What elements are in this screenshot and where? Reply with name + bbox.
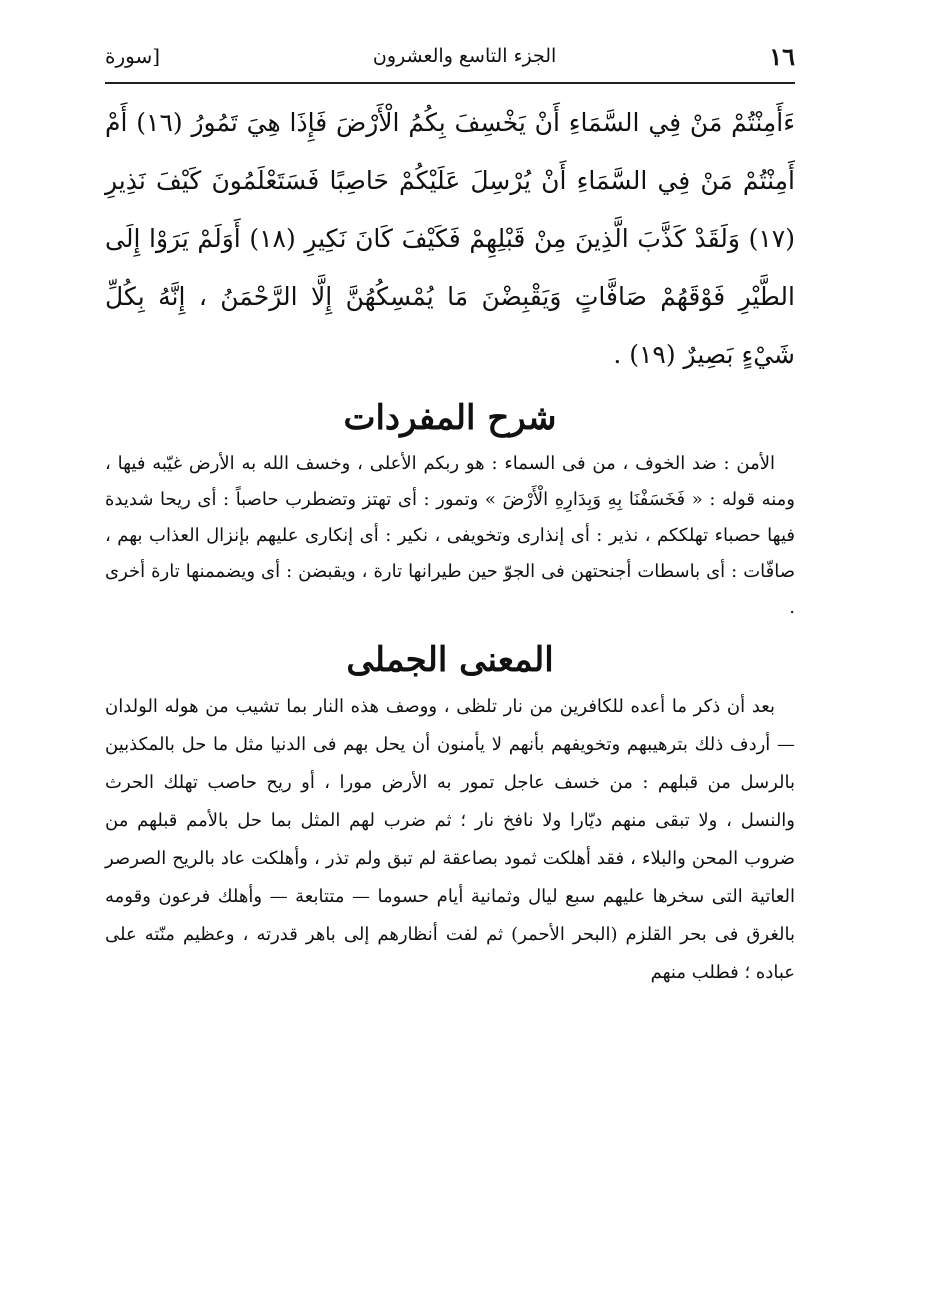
meaning-text: بعد أن ذكر ما أعده للكافرين من نار تلظى ، ووصف هذه النار بما تشيب من هوله الولدان — أردف ذلك بترهيبهم وتخويفهم بأنهم لا يأمنون أن يحل بهم فى الدنيا مثل ما حل بالمكذبين بالرسل من قبلهم : من خسف عاجل تمور به الأرض مورا ، أو ريح حاصب تهلك الحرث والنسل ، ولا تبقى منهم ديّارا ولا نافخ نار ؛ ثم ضرب لهم المثل بما حل بالأمم قبلهم من ضروب المحن والبلاء ، فقد أهلكت ثمود بصاعقة لم تبق ولم تذر ، وأهلكت عاد بالريح الصرصر العاتية التى سخرها عليهم سبع ليال وثمانية أيام حسوما — متتابعة — وأهلك فرعون وقومه بالغرق فى بحر القلزم (البحر الأحمر) ثم لفت أنظارهم إلى باهر قدرته ، وعظيم منّته على عباده ؛ فطلب منهم (105, 696, 795, 983)
quran-verses: ءَأَمِنْتُمْ مَنْ فِي السَّمَاءِ أَنْ يَخْسِفَ بِكُمُ الْأَرْضَ فَإِذَا هِيَ تَمُورُ (١٦) أَمْ أَمِنْتُمْ مَنْ فِي السَّمَاءِ أَنْ يُرْسِلَ عَلَيْكُمْ حَاصِبًا فَسَتَعْلَمُونَ كَيْفَ نَذِيرِ (١٧) وَلَقَدْ كَذَّبَ الَّذِينَ مِنْ قَبْلِهِمْ فَكَيْفَ كَانَ نَكِيرِ (١٨) أَوَلَمْ يَرَوْا إِلَى الطَّيْرِ فَوْقَهُمْ صَافَّاتٍ وَيَقْبِضْنَ مَا يُمْسِكُهُنَّ إِلَّا الرَّحْمَنُ ، إِنَّهُ بِكُلِّ شَيْءٍ بَصِيرٌ (١٩) . (105, 108, 795, 369)
meaning-section-title: المعنى الجملى (346, 640, 554, 680)
vocab-section-title: شرح المفردات (343, 398, 557, 438)
page-header (105, 30, 795, 84)
part-title: الجزء التاسع والعشرون (372, 45, 557, 67)
book-page (105, 30, 795, 1300)
page-number: ١٦ (769, 41, 795, 71)
vocab-text: الأمن : ضد الخوف ، من فى السماء : هو ربكم الأعلى ، وخسف الله به الأرض غيّبه فيها ، ومنه قوله : « فَخَسَفْنَا بِهِ وَبِدَارِهِ الْأَرْضَ » وتمور : أى تهتز وتضطرب حاصباً : أى ريحا شديدة فيها حصباء تهلككم ، نذير : أى إنذارى وتخويفى ، نكير : أى إنكارى عليهم بإنزال العذاب بهم ، صافّات : أى باسطات أجنحتهن فى الجوّ حين طيرانها تارة ، ويقبضن : أى ويضممنها تارة أخرى . (105, 453, 795, 618)
surah-label: [سورة (105, 44, 161, 68)
